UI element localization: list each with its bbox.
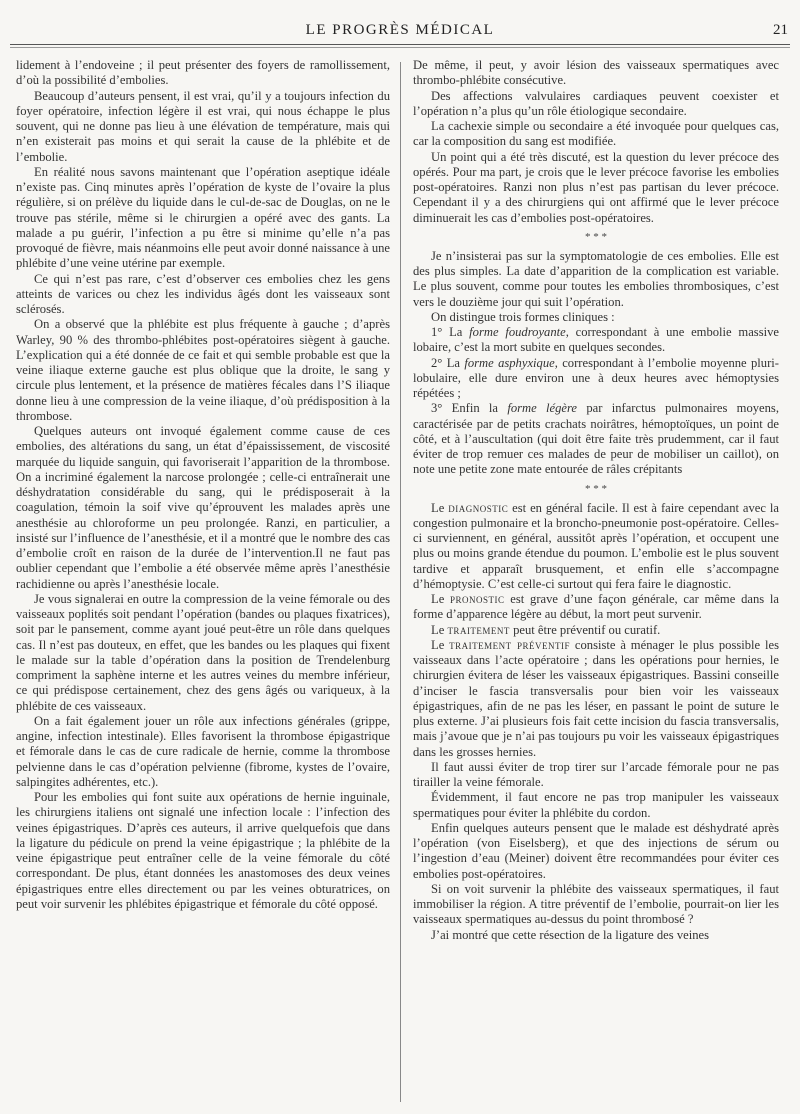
left-column xyxy=(16,58,390,1108)
text-run: Le xyxy=(431,622,448,637)
paragraph: De même, il peut, y avoir lésion des vaisseaux spermatiques avec thrombo-phlébite consécutive. xyxy=(413,58,779,88)
text-run: par infarctus pulmonaires moyens, caractérisée par de petits crachats noirâtres, hémoptoïques, un point de côté, et à l’auscultation (qui doit être faite très prudemment, car il faut éviter de trop remuer ces malades de peur de mobiliser un caillot), on note une petite zone mate entourée de râles crépitants xyxy=(413,401,779,477)
paragraph: lidement à l’endoveine ; il peut présenter des foyers de ramollissement, d’où la possibilité d’embolies. xyxy=(16,58,390,88)
form-name: forme foudroyante xyxy=(469,325,566,339)
treatment-paragraph xyxy=(413,623,779,638)
section-keyword: diagnostic xyxy=(448,500,509,515)
right-column xyxy=(413,58,779,1108)
section-keyword: traitement xyxy=(447,622,510,637)
text-run: 1° La xyxy=(431,325,470,339)
paragraph: Je vous signalerai en outre la compression de la veine fémorale ou des vaisseaux poplités soit pendant l’opération (bandes ou plaques fixatrices), soit par le pansement, comme ayant joué peut-être un rôle dans quelques cas. Il n’est pas douteux, en effet, que les bandes ou les plaques qui fixent le malade sur la table d’opération dans la position de Trendelenburg compriment la saphène interne et les autres veines du membre inférieur, ce qui prédispose certainement, chez des gens âgés ou variqueux, à la phlébite de ces vaisseaux. xyxy=(16,591,390,713)
paragraph: Je n’insisterai pas sur la symptomatologie de ces embolies. Elle est des plus simples. La date d’apparition de la complication est variable. Le plus souvent, comme pour toutes les embolies thrombosiques, c’est vers le douzième jour qui suit l’opération. xyxy=(413,248,779,309)
paragraph: Beaucoup d’auteurs pensent, il est vrai, qu’il y a toujours infection du foyer opératoire, infection légère il est vrai, qui nous échappe le plus souvent, qui ne donne pas lieu à une élévation de température, mais qui n’en existerait pas moins et qui serait la cause de la phlébite et de l’embolie. xyxy=(16,88,390,164)
journal-title: LE PROGRÈS MÉDICAL xyxy=(305,22,495,38)
paragraph: Il faut aussi éviter de trop tirer sur l’arcade fémorale pour ne pas tirailler la veine fémorale. xyxy=(413,759,779,789)
text-run: Le xyxy=(431,637,450,652)
paragraph: Si on voit survenir la phlébite des vaisseaux spermatiques, il faut immobiliser la région. A titre préventif de l’embolie, pourrait-on lier les vaisseaux spermatiques au-dessus du point thrombosé ? xyxy=(413,881,779,927)
paragraph: Enfin quelques auteurs pensent que le malade est déshydraté après l’opération (von Eiselsberg), et que des injections de sérum ou l’ingestion d’eau (Meiner) doivent être recommandées pour éviter ces embolies post-opératoires. xyxy=(413,820,779,881)
preventive-treatment-paragraph xyxy=(413,638,779,760)
paragraph: La cachexie simple ou secondaire a été invoquée pour quelques cas, car la composition du sang est modifiée. xyxy=(413,119,779,149)
text-run: Le xyxy=(431,592,451,606)
clinical-form-3 xyxy=(413,401,779,477)
paragraph: On distingue trois formes cliniques : xyxy=(431,309,615,324)
section-separator: * * * xyxy=(585,482,607,495)
paragraph: J’ai montré que cette résection de la ligature des veines xyxy=(431,927,709,942)
form-name: forme légère xyxy=(507,401,578,416)
text-run: , correspondant à une embolie massive lobaire, c’est la mort subite en quelques secondes. xyxy=(413,325,779,355)
paragraph: On a observé que la phlébite est plus fréquente à gauche ; d’après Warley, 90 % des thrombo-phlébites post-opératoires siègent à gauche. L’explication qui a été donnée de ce fait et qui semble probable est que la veine iliaque externe gauche est plus oblique que la droite, le sang y circule plus lentement, et la présence de matières fécales dans l’S iliaque donne lieu à une compression de la veine iliaque, d’où prédisposition à la thrombose. xyxy=(16,317,390,423)
page-number: 21 xyxy=(773,22,788,38)
text-run: peut être préventif ou curatif. xyxy=(509,622,661,637)
paragraph: Un point qui a été très discuté, est la question du lever précoce des opérés. Pour ma part, je crois que le lever précoce favorise les embolies post-opératoires. Ranzi non plus n’est pas partisan du lever précoce. Cependant il y a des chirurgiens qui ont affirmé que le lever précoce diminuerait les cas d’embolies post-opératoires. xyxy=(413,149,779,225)
clinical-form-2 xyxy=(413,356,779,402)
paragraph: En réalité nous savons maintenant que l’opération aseptique idéale n’existe pas. Cinq minutes après l’opération de kyste de l’ovaire la plus régulière, si on prélève du liquide dans le cul-de-sac de Douglas, on ne le trouve pas stérile, même si le chirurgien a opéré avec des gants. La malade a pu guérir, l’infection a pu être si minime qu’elle n’a pas provoqué de fièvre, mais néanmoins elle peut avoir donné naissance à une phlébite d’une veine utérine par exemple. xyxy=(16,164,390,271)
paragraph: Quelques auteurs ont invoqué également comme cause de ces embolies, des altérations du sang, un état d’épaississement, de viscosité marquée du liquide sanguin, qui favoriserait l’apparition de la thrombose. On a incriminé également la narcose prolongée ; celle-ci entraînerait une déshydratation considérable du sang, qui le prédisposerait à la coagulation, témoin la soif vive qu’éprouvent les malades après une anesthésie au chloroforme un peu prolongée. Ranzi, en particulier, a insisté sur l’influence de l’anesthésie, et il a montré que le nombre des cas d’embolie croît en raison de la durée de l’intervention.Il ne faut pas oublier cependant que l’embolie a été observée même après l’anesthésie rachidienne ou après l’anesthésie locale. xyxy=(16,424,390,591)
text-run: 2° La xyxy=(431,355,465,370)
paragraph: Évidemment, il faut encore ne pas trop manipuler les vaisseaux spermatiques pour éviter la phlébite du cordon. xyxy=(413,790,779,820)
paragraph: Pour les embolies qui font suite aux opérations de hernie inguinale, les chirurgiens italiens ont signalé une infection locale : l’infection des veines épigastriques. D’après ces auteurs, il arrive quelquefois que dans la ligature du pédicule on prend la veine épigastrique ; la phlébite de la veine épigastrique peut entraîner celle de la veine fémorale du côté correspondant. De plus, étant données les anastomoses des deux veines épigastriques entre elles directement ou par les veines obturatrices, on peut voir survenir les phlébites épigastrique et fémorale du côté opposé. xyxy=(16,790,390,911)
section-keyword: pronostic xyxy=(450,592,505,606)
section-keyword: traitement préventif xyxy=(449,637,571,652)
form-name: forme asphyxique xyxy=(464,355,555,370)
prognostic-paragraph xyxy=(413,592,779,623)
column-divider xyxy=(400,62,401,1102)
text-run: est en général facile. Il est à faire cependant avec la congestion pulmonaire et la broncho-pneumonie post-opératoire. Celles-ci surviennent, en général, aussitôt après l’opération, et occupent une plus ou moins grande étendue du poumon. L’embolie est le plus souvent tardive et apparaît brusquement, et enfin elle s’accompagne d’hémoptysie. C’est celle-ci surtout qui fera faire le diagnostic. xyxy=(413,500,779,591)
header-rule xyxy=(10,47,790,48)
text-run: , correspondant à l’embolie moyenne pluri-lobulaire, elle dure environ une à deux heures avec hémoptysies répétées ; xyxy=(413,355,779,400)
section-separator: * * * xyxy=(585,230,607,243)
text-run: consiste à ménager le plus possible les vaisseaux dans l’acte opératoire ; dans les opérations pour hernies, le chirurgien évitera de léser les vaisseaux épigastriques. Bassini conseille d’inciser le fascia transversalis pour bien voir les vaisseaux épigastriques, afin de ne pas les léser, en passant le point de suture le plus externe. J’ai plusieurs fois fait cette incision du fascia transversalis, mais j’avoue que je n’ai pas toujours pu voir les vaisseaux épigastriques dans les grosses hernies. xyxy=(413,637,779,759)
clinical-form-1 xyxy=(413,325,779,356)
text-run: est grave d’une façon générale, car même dans la forme d’apparence légère au début, la mort peut survenir. xyxy=(413,592,779,622)
paragraph: Ce qui n’est pas rare, c’est d’observer ces embolies chez les gens atteints de varices ou chez les individus âgés dont les vaisseaux sont sclérosés. xyxy=(16,271,390,316)
page-header xyxy=(10,18,790,45)
text-run: Le xyxy=(431,500,449,515)
text-run: 3° Enfin la xyxy=(431,401,508,416)
diagnostic-paragraph xyxy=(413,501,779,593)
paragraph: Des affections valvulaires cardiaques peuvent coexister et l’opération n’a plus qu’un rôle étiologique secondaire. xyxy=(413,88,779,118)
paragraph: On a fait également jouer un rôle aux infections générales (grippe, angine, infection intestinale). Elles favorisent la thrombose épigastrique et fémorale dans le cas de cure radicale de hernie, comme la thrombose pelvienne dans le cas d’opération pelvienne (fibrome, kystes de l’ovaire, salpingites adhérentes, etc.). xyxy=(16,713,390,789)
